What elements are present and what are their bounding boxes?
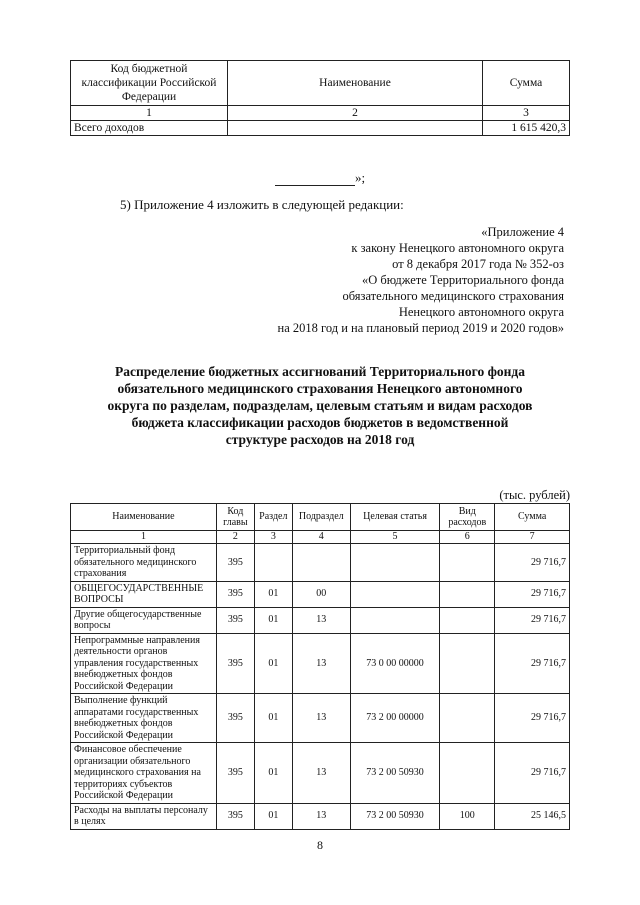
appendix-line: «Приложение 4 bbox=[481, 225, 564, 239]
appendix-line: к закону Ненецкого автономного округа bbox=[351, 241, 564, 255]
row-section: 01 bbox=[254, 581, 292, 607]
row-target: 73 2 00 00000 bbox=[350, 694, 440, 743]
appendix-line: обязательного медицинского страхования bbox=[342, 289, 564, 303]
row-code: 395 bbox=[216, 694, 254, 743]
row-code: 395 bbox=[216, 544, 254, 582]
header-type: Вид расходов bbox=[440, 504, 495, 531]
row-section bbox=[254, 544, 292, 582]
row-type: 100 bbox=[440, 803, 495, 829]
row-target bbox=[350, 581, 440, 607]
underline-divider bbox=[275, 173, 355, 186]
table-row bbox=[71, 633, 570, 694]
column-number: 1 bbox=[71, 106, 228, 121]
row-section: 01 bbox=[254, 694, 292, 743]
header-name: Наименование bbox=[71, 504, 217, 531]
column-number: 7 bbox=[495, 531, 570, 544]
row-subsection: 13 bbox=[292, 694, 350, 743]
row-target: 73 2 00 50930 bbox=[350, 803, 440, 829]
closing-text: »; bbox=[355, 170, 366, 185]
column-number-row bbox=[71, 531, 570, 544]
heading-line: Распределение бюджетных ассигнований Территориального фонда bbox=[114, 364, 526, 379]
row-sum: 29 716,7 bbox=[495, 581, 570, 607]
appendix-line: от 8 декабря 2017 года № 352-оз bbox=[392, 257, 564, 271]
row-code: 395 bbox=[216, 743, 254, 804]
row-sum: 29 716,7 bbox=[495, 633, 570, 694]
table-body bbox=[71, 544, 570, 830]
row-subsection: 00 bbox=[292, 581, 350, 607]
table-row bbox=[71, 694, 570, 743]
row-type bbox=[440, 581, 495, 607]
row-subsection bbox=[292, 544, 350, 582]
total-row bbox=[71, 121, 570, 136]
column-number: 3 bbox=[483, 106, 570, 121]
table-row bbox=[71, 803, 570, 829]
row-type bbox=[440, 544, 495, 582]
table-row bbox=[71, 544, 570, 582]
total-label: Всего доходов bbox=[71, 121, 228, 136]
table-row bbox=[71, 743, 570, 804]
row-type bbox=[440, 694, 495, 743]
row-name: Выполнение функций аппаратами государственных внебюджетных фондов Российской Федерации bbox=[71, 694, 217, 743]
row-section: 01 bbox=[254, 633, 292, 694]
row-name: Финансовое обеспечение организации обязательного медицинского страхования на территориях субъектов Российской Федерации bbox=[71, 743, 217, 804]
row-code: 395 bbox=[216, 803, 254, 829]
row-target bbox=[350, 607, 440, 633]
row-sum: 29 716,7 bbox=[495, 607, 570, 633]
row-code: 395 bbox=[216, 581, 254, 607]
header-sum: Сумма bbox=[483, 61, 570, 106]
heading-line: обязательного медицинского страхования Ненецкого автономного bbox=[117, 381, 523, 396]
column-number: 2 bbox=[216, 531, 254, 544]
header-section: Раздел bbox=[254, 504, 292, 531]
row-type bbox=[440, 607, 495, 633]
row-subsection: 13 bbox=[292, 803, 350, 829]
row-code: 395 bbox=[216, 633, 254, 694]
row-code: 395 bbox=[216, 607, 254, 633]
header-sum: Сумма bbox=[495, 504, 570, 531]
expenditure-table bbox=[70, 503, 570, 830]
document-heading bbox=[70, 363, 570, 448]
table-row bbox=[71, 607, 570, 633]
header-code: Код главы bbox=[216, 504, 254, 531]
total-value: 1 615 420,3 bbox=[483, 121, 570, 136]
units-label: (тыс. рублей) bbox=[499, 488, 570, 502]
row-sum: 29 716,7 bbox=[495, 694, 570, 743]
row-section: 01 bbox=[254, 607, 292, 633]
revenue-summary-table bbox=[70, 60, 570, 136]
header-target: Целевая статья bbox=[350, 504, 440, 531]
column-number: 1 bbox=[71, 531, 217, 544]
appendix-line: на 2018 год и на плановый период 2019 и 2020 годов» bbox=[277, 321, 564, 335]
row-target: 73 0 00 00000 bbox=[350, 633, 440, 694]
heading-line: округа по разделам, подразделам, целевым статьям и видам расходов bbox=[107, 398, 533, 413]
row-subsection: 13 bbox=[292, 633, 350, 694]
closing-quote bbox=[275, 170, 365, 186]
row-target: 73 2 00 50930 bbox=[350, 743, 440, 804]
total-name bbox=[228, 121, 483, 136]
table-row bbox=[71, 581, 570, 607]
row-target bbox=[350, 544, 440, 582]
row-subsection: 13 bbox=[292, 607, 350, 633]
column-number-row bbox=[71, 106, 570, 121]
row-subsection: 13 bbox=[292, 743, 350, 804]
table-header-row bbox=[71, 504, 570, 531]
row-sum: 25 146,5 bbox=[495, 803, 570, 829]
header-name: Наименование bbox=[228, 61, 483, 106]
row-section: 01 bbox=[254, 743, 292, 804]
row-section: 01 bbox=[254, 803, 292, 829]
row-type bbox=[440, 633, 495, 694]
header-subsection: Подраздел bbox=[292, 504, 350, 531]
header-budget-code: Код бюджетной классификации Российской Федерации bbox=[71, 61, 228, 106]
heading-line: структуре расходов на 2018 год bbox=[225, 432, 415, 447]
row-name: ОБЩЕГОСУДАРСТВЕННЫЕ ВОПРОСЫ bbox=[71, 581, 217, 607]
row-name: Территориальный фонд обязательного медицинского страхования bbox=[71, 544, 217, 582]
row-sum: 29 716,7 bbox=[495, 544, 570, 582]
row-name: Непрограммные направления деятельности органов управления государственных внебюджетных фондов Российской Федерации bbox=[71, 633, 217, 694]
heading-line: бюджета классификации расходов бюджетов в ведомственной bbox=[131, 415, 509, 430]
column-number: 4 bbox=[292, 531, 350, 544]
column-number: 5 bbox=[350, 531, 440, 544]
row-sum: 29 716,7 bbox=[495, 743, 570, 804]
table-header-row bbox=[71, 61, 570, 106]
appendix-line: Ненецкого автономного округа bbox=[398, 305, 564, 319]
appendix-block bbox=[278, 224, 564, 336]
page-number: 8 bbox=[317, 838, 323, 852]
instruction-text: 5) Приложение 4 изложить в следующей редакции: bbox=[120, 197, 404, 212]
column-number: 3 bbox=[254, 531, 292, 544]
row-name: Другие общегосударственные вопросы bbox=[71, 607, 217, 633]
row-name: Расходы на выплаты персоналу в целях bbox=[71, 803, 217, 829]
row-type bbox=[440, 743, 495, 804]
appendix-line: «О бюджете Территориального фонда bbox=[361, 273, 564, 287]
column-number: 2 bbox=[228, 106, 483, 121]
column-number: 6 bbox=[440, 531, 495, 544]
